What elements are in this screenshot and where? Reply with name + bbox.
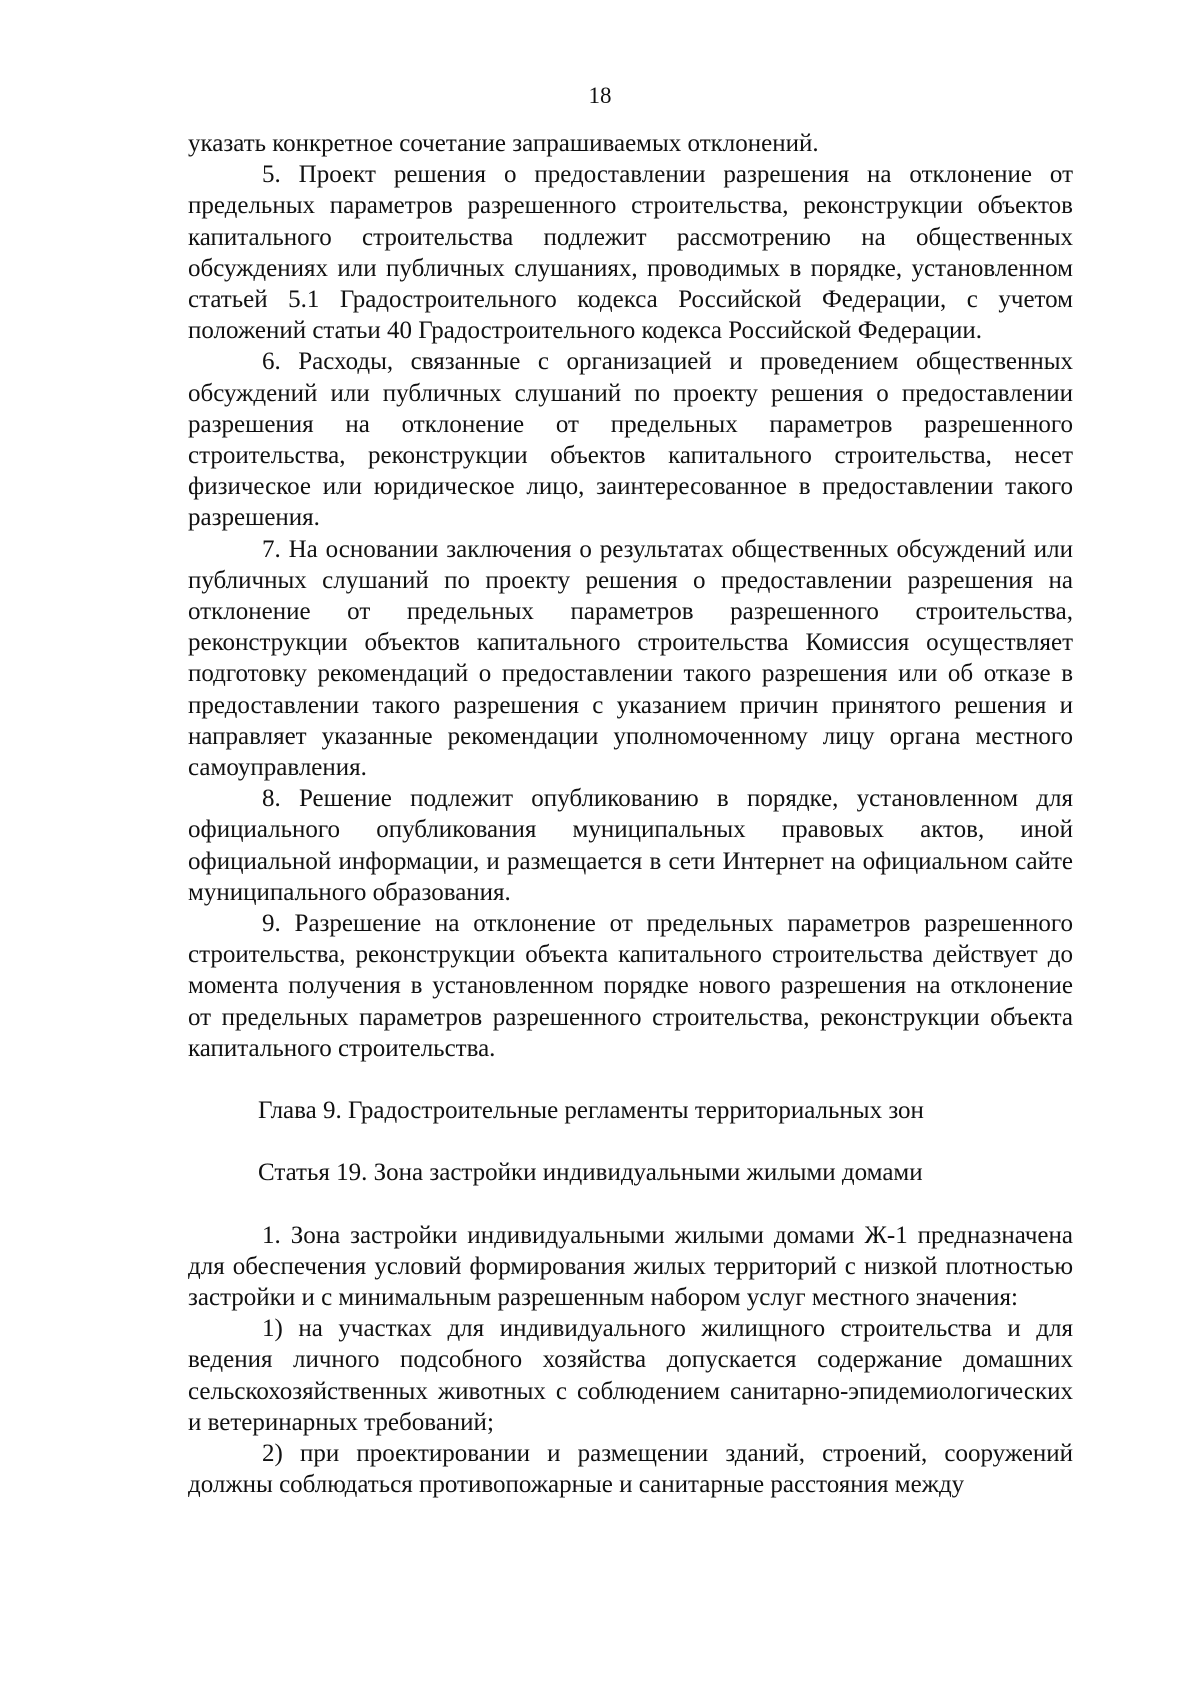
paragraph-9: 9. Разрешение на отклонение от предельных параметров разрешенного строительства, реконструкции объекта капитального строительства действует до момента получения в установленном порядке нового разрешения на отклонение от предельных параметров разрешенного строительства, реконструкции объекта капитального строительства. <box>188 910 1073 1062</box>
page-number: 18 <box>588 83 612 108</box>
chapter-heading: Глава 9. Градостроительные регламенты территориальных зон <box>258 1097 924 1125</box>
article-paragraph-1: 1. Зона застройки индивидуальными жилыми домами Ж-1 предназначена для обеспечения условий формирования жилых территорий с низкой плотностью застройки и с минимальным разрешенным набором услуг местного значения: <box>188 1221 1073 1311</box>
article-subitem-2: 2) при проектировании и размещении зданий, строений, сооружений должны соблюдаться противопожарные и санитарные расстояния между <box>188 1439 1073 1499</box>
spacer <box>188 1189 1073 1220</box>
article-subitem-1: 1) на участках для индивидуального жилищного строительства и для ведения личного подсобного хозяйства допускается содержание домашних сельскохозяйственных животных с соблюдением санитарно-эпидемиологических и ветеринарных требований; <box>188 1315 1073 1436</box>
paragraph-7: 7. На основании заключения о результатах общественных обсуждений или публичных слушаний по проекту решения о предоставлении разрешения на отклонение от предельных параметров разрешенного строительства, реконструкции объектов капитального строительства Комиссия осуществляет подготовку рекомендаций о предоставлении такого разрешения или об отказе в предоставлении такого разрешения с указанием причин принятого решения и направляет указанные рекомендации уполномоченному лицу органа местного самоуправления. <box>188 535 1073 782</box>
paragraph-8: 8. Решение подлежит опубликованию в порядке, установленном для официального опубликования муниципальных правовых актов, иной официальной информации, и размещается в сети Интернет на официальном сайте муниципального образования. <box>188 785 1073 906</box>
paragraph-continuation: указать конкретное сочетание запрашиваемых отклонений. <box>188 130 819 157</box>
spacer <box>188 1064 1073 1095</box>
paragraph-5: 5. Проект решения о предоставлении разрешения на отклонение от предельных параметров разрешенного строительства, реконструкции объектов капитального строительства подлежит рассмотрению на общественных обсуждениях или публичных слушаниях, проводимых в порядке, установленном статьей 5.1 Градостроительного кодекса Российской Федерации, с учетом положений статьи 40 Градостроительного кодекса Российской Федерации. <box>188 161 1073 345</box>
document-body <box>188 128 1073 1500</box>
spacer <box>188 1126 1073 1157</box>
article-heading: Статья 19. Зона застройки индивидуальными жилыми домами <box>258 1159 923 1187</box>
paragraph-6: 6. Расходы, связанные с организацией и проведением общественных обсуждений или публичных слушаний по проекту решения о предоставлении разрешения на отклонение от предельных параметров разрешенного строительства, реконструкции объектов капитального строительства, несет физическое или юридическое лицо, заинтересованное в предоставлении такого разрешения. <box>188 348 1073 532</box>
